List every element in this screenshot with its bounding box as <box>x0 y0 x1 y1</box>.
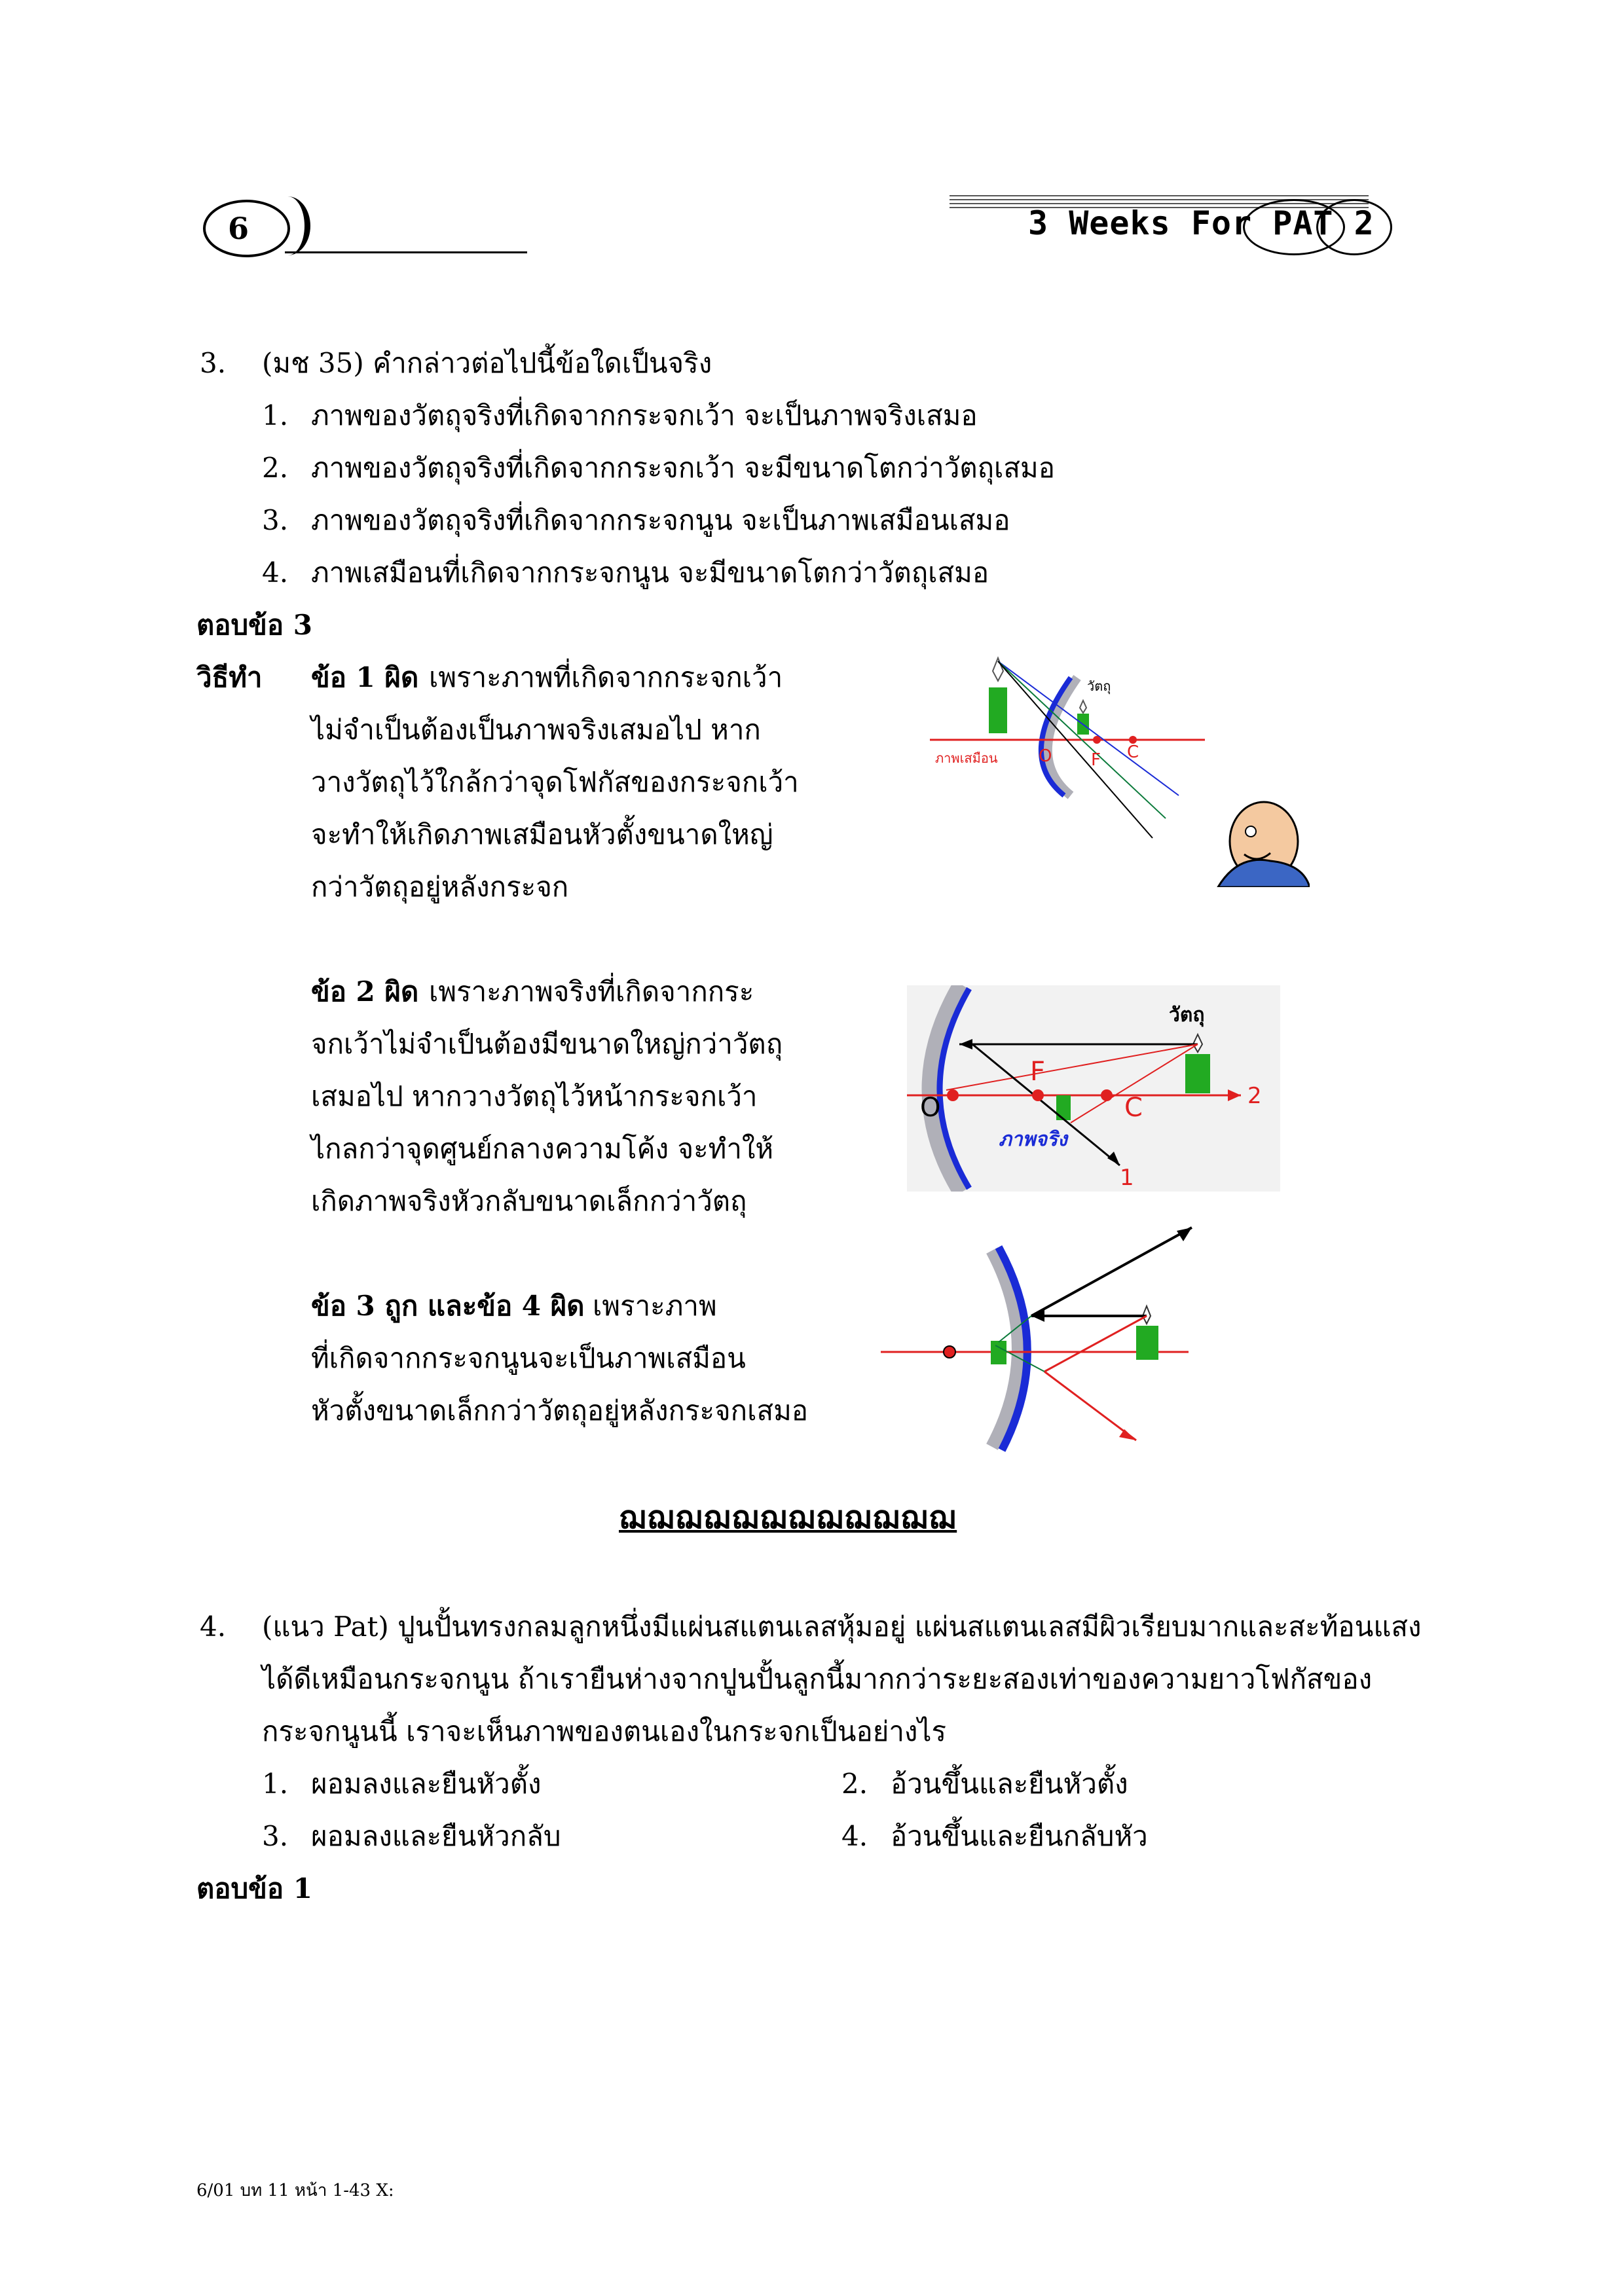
ray-to-mirror-2 <box>1044 1316 1147 1372</box>
q3-exp2-line-3: เสมอไป หากวางวัตถุไว้หน้ากระจกเว้า <box>311 1080 758 1112</box>
figure-concave-virtual-image <box>930 645 1310 887</box>
object-flame-icon <box>1080 701 1086 713</box>
q4-number: 4. <box>200 1611 227 1643</box>
q4-option-2-text: อ้วนขึ้นและยืนหัวตั้ง <box>891 1768 1128 1800</box>
observer-body <box>1218 860 1310 887</box>
focus-point <box>944 1346 955 1358</box>
q3-option-4-text: ภาพเสมือนที่เกิดจากกระจกนูน จะมีขนาดโตกว่าวัตถุเสมอ <box>311 556 989 589</box>
observer-eye <box>1246 826 1256 837</box>
q3-exp1-line-1: เพราะภาพที่เกิดจากกระจกเว้า <box>429 661 783 693</box>
q3-exp2-line-4: ไกลกว่าจุดศูนย์กลางความโค้ง จะทำให้ <box>311 1133 774 1165</box>
q4-option-1-num: 1. <box>262 1768 289 1800</box>
q3-option-1-text: ภาพของวัตถุจริงที่เกิดจากกระจกเว้า จะเป็นภาพจริงเสมอ <box>311 399 978 431</box>
q4-option-3-text: ผอมลงและยืนหัวกลับ <box>311 1820 561 1852</box>
label-O: O <box>920 1093 941 1123</box>
focus-point <box>1093 736 1101 744</box>
q3-exp1-line-3: วางวัตถุไว้ใกล้กว่าจุดโฟกัสของกระจกเว้า <box>311 766 799 798</box>
page-number-underline <box>285 251 527 253</box>
center-point <box>1101 1089 1113 1101</box>
section-separator: ฌฌฌฌฌฌฌฌฌฌฌฌ <box>619 1499 957 1536</box>
q3-method-label: วิธีทำ <box>196 661 263 693</box>
object-candle <box>1136 1326 1158 1360</box>
vertex-point <box>947 1089 959 1101</box>
q4-line-2: ได้ดีเหมือนกระจกนูน ถ้าเรายืนห่างจากปูนปั้นลูกนี้มากกว่าระยะสองเท่าของความยาวโฟกัสของ <box>262 1663 1373 1695</box>
q4-option-1-text: ผอมลงและยืนหัวตั้ง <box>311 1768 542 1800</box>
label-C: C <box>1127 742 1139 762</box>
q4-answer: ตอบข้อ 1 <box>196 1872 312 1904</box>
q3-answer: ตอบข้อ 3 <box>196 609 312 641</box>
q3-exp1-line-4: จะทำให้เกิดภาพเสมือนหัวตั้งขนาดใหญ่ <box>311 818 773 850</box>
mirror-backing <box>1048 678 1077 795</box>
reflected-ray-2-arrow <box>1119 1429 1136 1440</box>
reflected-ray <box>1031 1228 1192 1316</box>
q3-option-3-num: 3. <box>262 504 289 536</box>
real-image-candle <box>1056 1095 1071 1120</box>
focus-point <box>1032 1089 1044 1101</box>
q4-option-4-num: 4. <box>841 1820 868 1852</box>
label-object: วัตถุ <box>1087 678 1111 694</box>
page-number-swoosh <box>265 196 310 255</box>
q4-option-4-text: อ้วนขึ้นและยืนกลับหัว <box>891 1820 1148 1852</box>
reflected-ray-arrow <box>1177 1228 1192 1241</box>
q3-exp3-head: ข้อ 3 ถูก และข้อ 4 ผิด <box>311 1290 585 1322</box>
q3-exp2-head: ข้อ 2 ผิด <box>311 975 419 1008</box>
q3-option-1-num: 1. <box>262 399 289 431</box>
q3-exp2-line-1: เพราะภาพจริงที่เกิดจากกระ <box>429 975 754 1008</box>
object-candle <box>1185 1054 1210 1093</box>
q3-option-2-num: 2. <box>262 452 289 484</box>
q3-exp2-line-5: เกิดภาพจริงหัวกลับขนาดเล็กกว่าวัตถุ <box>311 1185 747 1217</box>
q4-option-2-num: 2. <box>841 1768 868 1800</box>
label-real-image: ภาพจริง <box>999 1128 1067 1151</box>
q3-exp1-head: ข้อ 1 ผิด <box>311 661 419 693</box>
q3-exp3-line-2: ที่เกิดจากกระจกนูนจะเป็นภาพเสมือน <box>311 1342 746 1374</box>
virtual-image-candle <box>989 687 1007 733</box>
label-F: F <box>1030 1057 1046 1087</box>
q3-number: 3. <box>200 347 227 379</box>
figure-concave-real-image <box>907 985 1280 1192</box>
q3-question: (มช 35) คำกล่าวต่อไปนี้ข้อใดเป็นจริง <box>262 347 712 379</box>
label-O: O <box>1039 746 1052 766</box>
label-object: วัตถุ <box>1169 1004 1205 1027</box>
header-title: 3 Weeks For PAT 2 <box>1028 204 1375 242</box>
label-virtual-image: ภาพเสมือน <box>935 750 998 766</box>
label-ray-2: 2 <box>1247 1083 1262 1109</box>
label-ray-1: 1 <box>1120 1165 1134 1191</box>
figure-background <box>907 985 1280 1192</box>
virtual-image-candle <box>991 1341 1006 1364</box>
q3-option-2-text: ภาพของวัตถุจริงที่เกิดจากกระจกเว้า จะมีขนาดโตกว่าวัตถุเสมอ <box>311 452 1055 484</box>
q3-exp1-line-2: ไม่จำเป็นต้องเป็นภาพจริงเสมอไป หาก <box>311 714 761 746</box>
label-F: F <box>1091 750 1101 770</box>
label-C: C <box>1124 1093 1143 1123</box>
q4-option-3-num: 3. <box>262 1820 289 1852</box>
footer-file-ref: 6/01 บท 11 หน้า 1-43 X: <box>196 2181 394 2200</box>
page-number-badge <box>196 196 334 262</box>
q3-option-4-num: 4. <box>262 556 289 589</box>
q4-line-1: (แนว Pat) ปูนปั้นทรงกลมลูกหนึ่งมีแผ่นสแตนเลสหุ้มอยู่ แผ่นสแตนเลสมีผิวเรียบมากและสะท้อนแสง <box>262 1611 1422 1643</box>
reflected-ray-2 <box>1044 1372 1136 1440</box>
q3-option-3-text: ภาพของวัตถุจริงที่เกิดจากกระจกนูน จะเป็นภาพเสมือนเสมอ <box>311 504 1010 536</box>
page-number: 6 <box>228 211 249 246</box>
q3-exp2-line-2: จกเว้าไม่จำเป็นต้องมีขนาดใหญ่กว่าวัตถุ <box>311 1028 783 1060</box>
figure-convex-mirror <box>881 1224 1221 1467</box>
q3-exp3-line-1: เพราะภาพ <box>593 1290 717 1322</box>
q3-exp1-line-5: กว่าวัตถุอยู่หลังกระจก <box>311 871 569 903</box>
q4-line-3: กระจกนูนนี้ เราจะเห็นภาพของตนเองในกระจกเป็นอย่างไร <box>262 1715 947 1747</box>
q3-exp3-line-3: หัวตั้งขนาดเล็กกว่าวัตถุอยู่หลังกระจกเสมอ <box>311 1394 808 1427</box>
